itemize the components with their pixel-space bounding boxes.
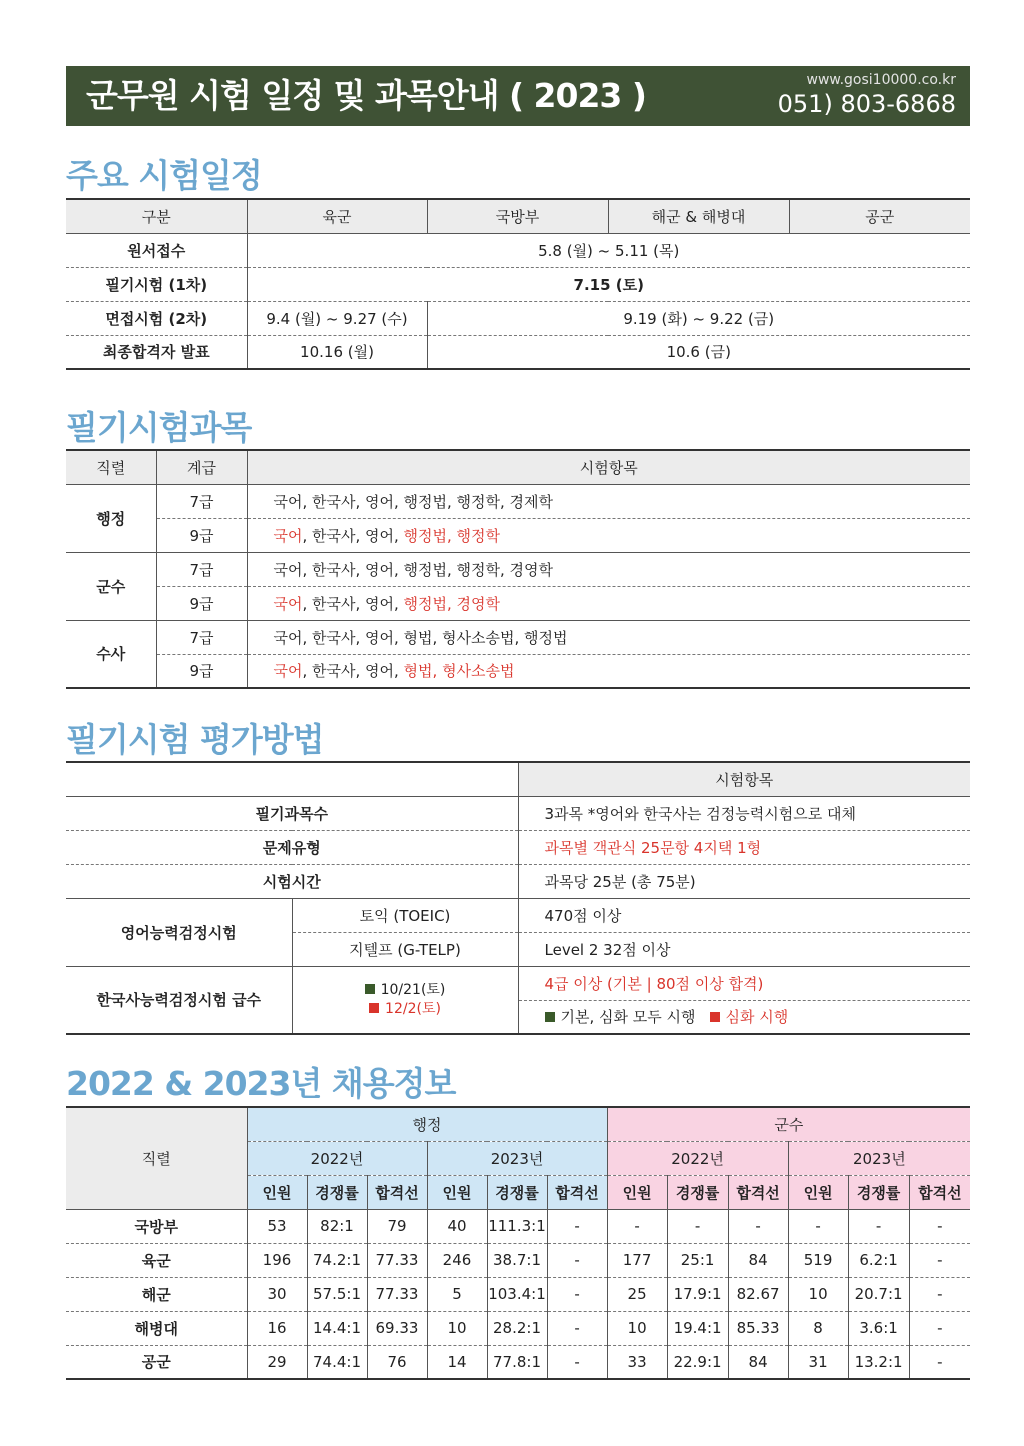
row-label: 원서접수: [66, 233, 247, 267]
column-header: 경쟁률: [848, 1175, 909, 1209]
cell-value: 76: [367, 1345, 427, 1379]
row-value-army: 9.4 (월) ~ 9.27 (수): [247, 301, 427, 335]
subjects-header: 시험항목: [247, 450, 970, 484]
legend-advanced: 심화 시행: [725, 1008, 789, 1027]
row-label: 문제유형: [66, 830, 518, 864]
section-title-subjects: 필기시험과목: [66, 408, 252, 447]
cell-value: 19.4:1: [667, 1311, 728, 1345]
cell-value: 14.4:1: [307, 1311, 367, 1345]
row-label: 해군: [66, 1277, 247, 1311]
section-title-evaluation: 필기시험 평가방법: [66, 720, 324, 759]
track-name: 행정: [66, 484, 156, 552]
cell-value: 10: [788, 1277, 848, 1311]
cell-value: -: [607, 1209, 667, 1243]
exam-date-advanced: 12/2(토): [293, 1000, 518, 1019]
cell-value: 8: [788, 1311, 848, 1345]
cell-value: 25:1: [667, 1243, 728, 1277]
row-label: 필기과목수: [66, 796, 518, 830]
cell-value: -: [909, 1209, 970, 1243]
schedule-table: [66, 198, 970, 370]
cell-value: 77.33: [367, 1243, 427, 1277]
exam-dates: [292, 966, 518, 1034]
subject-list: [247, 654, 970, 688]
row-label: 한국사능력검정시험 급수: [66, 966, 292, 1034]
subject-list: 국어, 한국사, 영어, 행정법, 행정학, 경영학: [247, 552, 970, 586]
table-row: [66, 301, 970, 335]
cell-value: 111.3:1: [487, 1209, 547, 1243]
cell-value: 74.2:1: [307, 1243, 367, 1277]
cell-value: -: [667, 1209, 728, 1243]
table-row: [66, 267, 970, 301]
track-name: 군수: [66, 552, 156, 620]
schedule-header: 육군: [247, 199, 427, 233]
table-row: [66, 1345, 970, 1379]
cell-value: 31: [788, 1345, 848, 1379]
cell-value: 5: [427, 1277, 487, 1311]
cell-value: -: [909, 1277, 970, 1311]
table-row: [66, 864, 970, 898]
cell-value: 6.2:1: [848, 1243, 909, 1277]
subject-highlight: 행정법, 경영학: [403, 594, 501, 613]
schedule-header: 구분: [66, 199, 247, 233]
row-value: 5.8 (월) ~ 5.11 (목): [247, 233, 970, 267]
year-header: 2023년: [788, 1141, 970, 1175]
table-row: [66, 335, 970, 369]
cell-value: 14: [427, 1345, 487, 1379]
section-title-schedule: 주요 시험일정: [66, 156, 262, 195]
subjects-header: 직렬: [66, 450, 156, 484]
cell-value: -: [547, 1243, 607, 1277]
cell-value: 3.6:1: [848, 1311, 909, 1345]
test-name: 지텔프 (G-TELP): [292, 932, 518, 966]
header-banner: [66, 66, 970, 126]
cell-value: 84: [728, 1345, 788, 1379]
grade: 9급: [156, 518, 247, 552]
row-value: 7.15 (토): [247, 267, 970, 301]
cell-value: 16: [247, 1311, 307, 1345]
column-header: 합격선: [547, 1175, 607, 1209]
subject-highlight: 국어: [273, 594, 303, 613]
grade: 7급: [156, 484, 247, 518]
grade: 7급: [156, 620, 247, 654]
subject-list: [247, 586, 970, 620]
cell-value: 33: [607, 1345, 667, 1379]
schedule-header: 국방부: [427, 199, 608, 233]
table-row: [66, 586, 970, 620]
subject-list: 국어, 한국사, 영어, 행정법, 행정학, 경제학: [247, 484, 970, 518]
table-row: [66, 233, 970, 267]
table-row: [66, 898, 970, 932]
row-label: 면접시험 (2차): [66, 301, 247, 335]
cell-value: -: [848, 1209, 909, 1243]
table-row: [66, 484, 970, 518]
legend-basic: 기본, 심화 모두 시행: [560, 1008, 696, 1027]
test-name: 토익 (TOEIC): [292, 898, 518, 932]
cell-value: 77.8:1: [487, 1345, 547, 1379]
row-value: 470점 이상: [518, 898, 970, 932]
grade: 9급: [156, 654, 247, 688]
advanced-square-icon: [710, 1012, 720, 1022]
cell-value: -: [788, 1209, 848, 1243]
subject-highlight: 행정법, 행정학: [403, 526, 501, 545]
column-header: 경쟁률: [667, 1175, 728, 1209]
cell-value: 69.33: [367, 1311, 427, 1345]
phone-number: 051) 803-6868: [777, 90, 956, 118]
column-header: 인원: [607, 1175, 667, 1209]
cell-value: 20.7:1: [848, 1277, 909, 1311]
cell-value: 29: [247, 1345, 307, 1379]
column-header: 인원: [247, 1175, 307, 1209]
cell-value: 30: [247, 1277, 307, 1311]
column-header: 합격선: [367, 1175, 427, 1209]
cell-value: -: [547, 1209, 607, 1243]
row-value-others: 9.19 (화) ~ 9.22 (금): [427, 301, 970, 335]
grade: 9급: [156, 586, 247, 620]
table-row: [66, 830, 970, 864]
row-label: 영어능력검정시험: [66, 898, 292, 966]
cell-value: 519: [788, 1243, 848, 1277]
table-row: [66, 796, 970, 830]
row-label: 시험시간: [262, 872, 321, 891]
exam-date-basic: 10/21(토): [293, 981, 518, 1000]
row-value: 4급 이상 (기본 | 80점 이상 합격): [518, 966, 970, 1000]
row-label: 국방부: [66, 1209, 247, 1243]
cell-value: 82.67: [728, 1277, 788, 1311]
cell-value: 13.2:1: [848, 1345, 909, 1379]
cell-value: 10: [427, 1311, 487, 1345]
row-label: 육군: [66, 1243, 247, 1277]
subject-text: , 한국사, 영어,: [302, 662, 404, 681]
legend: [518, 1000, 970, 1034]
subject-highlight: 형법, 형사소송법: [403, 662, 515, 681]
cell-value: -: [547, 1311, 607, 1345]
cell-value: 85.33: [728, 1311, 788, 1345]
cell-value: 10: [607, 1311, 667, 1345]
website-url: www.gosi10000.co.kr: [806, 72, 956, 88]
subjects-table: [66, 449, 970, 689]
evaluation-header-blank: [66, 762, 518, 796]
table-row: [66, 518, 970, 552]
table-row: [66, 966, 970, 1000]
row-label: 해병대: [66, 1311, 247, 1345]
table-row: [66, 552, 970, 586]
table-row: [66, 1243, 970, 1277]
subject-highlight: 국어: [273, 662, 303, 681]
column-header: 합격선: [728, 1175, 788, 1209]
column-header: 합격선: [909, 1175, 970, 1209]
cell-value: -: [909, 1243, 970, 1277]
cell-value: 79: [367, 1209, 427, 1243]
cell-value: -: [728, 1209, 788, 1243]
table-row: [66, 620, 970, 654]
cell-value: -: [909, 1345, 970, 1379]
cell-value: 177: [607, 1243, 667, 1277]
group-supply: 군수: [607, 1107, 970, 1141]
basic-square-icon: [545, 1012, 555, 1022]
subjects-header: 계급: [156, 450, 247, 484]
cell-value: 38.7:1: [487, 1243, 547, 1277]
row-label: 필기시험 (1차): [66, 267, 247, 301]
section-title-recruit: 2022 & 2023년 채용정보: [66, 1064, 456, 1103]
cell-value: 28.2:1: [487, 1311, 547, 1345]
cell-value: 25: [607, 1277, 667, 1311]
recruit-table: [66, 1106, 970, 1380]
cell-value: -: [547, 1345, 607, 1379]
row-value-others: 10.6 (금): [427, 335, 970, 369]
column-header: 경쟁률: [487, 1175, 547, 1209]
cell-value: 57.5:1: [307, 1277, 367, 1311]
cell-value: 246: [427, 1243, 487, 1277]
table-row: [66, 1277, 970, 1311]
row-value: 3과목 *영어와 한국사는 검정능력시험으로 대체: [518, 796, 970, 830]
row-label: 공군: [141, 1353, 171, 1372]
recruit-label: 직렬: [66, 1107, 247, 1209]
column-header: 인원: [788, 1175, 848, 1209]
row-value: 과목별 객관식 25문항 4지택 1형: [518, 830, 970, 864]
subject-list: [247, 518, 970, 552]
cell-value: 77.33: [367, 1277, 427, 1311]
page-title: 군무원 시험 일정 및 과목안내 ( 2023 ): [86, 76, 646, 115]
grade: 7급: [156, 552, 247, 586]
subject-text: , 한국사, 영어,: [302, 594, 404, 613]
column-header: 인원: [427, 1175, 487, 1209]
cell-value: 196: [247, 1243, 307, 1277]
row-value: Level 2 32점 이상: [518, 932, 970, 966]
evaluation-table: [66, 761, 970, 1035]
cell-value: 82:1: [307, 1209, 367, 1243]
row-value: 과목당 25분 (총 75분): [518, 864, 970, 898]
cell-value: 53: [247, 1209, 307, 1243]
schedule-header: 해군 & 해병대: [608, 199, 789, 233]
group-admin: 행정: [247, 1107, 607, 1141]
row-label: 최종합격자 발표: [102, 343, 210, 362]
cell-value: -: [909, 1311, 970, 1345]
cell-value: 22.9:1: [667, 1345, 728, 1379]
cell-value: 84: [728, 1243, 788, 1277]
year-header: 2022년: [607, 1141, 788, 1175]
subject-highlight: 국어: [273, 526, 303, 545]
advanced-square-icon: [369, 1003, 379, 1013]
column-header: 경쟁률: [307, 1175, 367, 1209]
schedule-header: 공군: [789, 199, 970, 233]
cell-value: 103.4:1: [487, 1277, 547, 1311]
subject-text: , 한국사, 영어,: [302, 526, 404, 545]
year-header: 2023년: [427, 1141, 607, 1175]
cell-value: 17.9:1: [667, 1277, 728, 1311]
table-row: [66, 1209, 970, 1243]
table-row: [66, 654, 970, 688]
cell-value: 74.4:1: [307, 1345, 367, 1379]
evaluation-header: 시험항목: [518, 762, 970, 796]
table-row: [66, 1311, 970, 1345]
cell-value: -: [547, 1277, 607, 1311]
cell-value: 40: [427, 1209, 487, 1243]
year-header: 2022년: [247, 1141, 427, 1175]
track-name: 수사: [66, 620, 156, 688]
subject-list: 국어, 한국사, 영어, 형법, 형사소송법, 행정법: [247, 620, 970, 654]
basic-square-icon: [365, 984, 375, 994]
row-value-army: 10.16 (월): [247, 335, 427, 369]
